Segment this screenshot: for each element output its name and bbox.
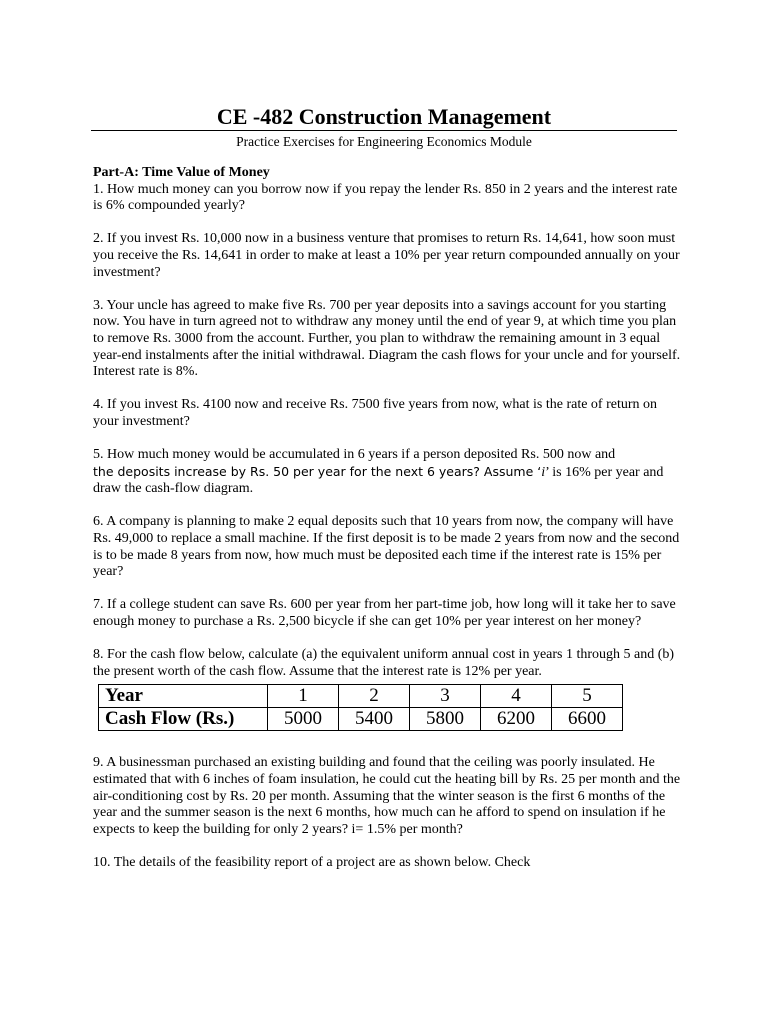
question-5 <box>93 447 683 498</box>
cash-flow-table <box>98 684 623 731</box>
question-3: 3. Your uncle has agreed to make five Rs. 700 per year deposits into a savings account for you starting now. You have in turn agreed not to withdraw any money until the end of year 9, at which time you plan to remove Rs. 3000 from the account. Further, you plan to withdraw the remaining amount in 3 equal year-end instalments after the initial withdrawal. Diagram the cash flows for your uncle and for yourself. Interest rate is 8%. <box>93 297 681 380</box>
table-row-year <box>99 685 623 708</box>
table-cell: 3 <box>410 685 481 708</box>
question-5-line-2 <box>93 464 683 482</box>
table-header-cash-flow: Cash Flow (Rs.) <box>99 708 268 731</box>
question-4: 4. If you invest Rs. 4100 now and receive Rs. 7500 five years from now, what is the rate of return on your investment? <box>93 397 658 429</box>
spacer <box>93 731 683 755</box>
table-cell: 5800 <box>410 708 481 731</box>
question-7: 7. If a college student can save Rs. 600 per year from her part-time job, how long will it take her to save enough money to purchase a Rs. 2,500 bicycle if she can get 10% per year interest on her money? <box>93 597 676 630</box>
question-5-line-3: draw the cash-flow diagram. <box>93 481 254 497</box>
table-cell: 4 <box>481 685 552 708</box>
table-cell: 5 <box>552 685 623 708</box>
document-title: CE -482 Construction Management <box>216 104 552 129</box>
table-cell: 2 <box>339 685 410 708</box>
question-9: 9. A businessman purchased an existing building and found that the ceiling was poorly insulated. He estimated that with 6 inches of foam insulation, he could cut the heating bill by Rs. 25 per month and the air-conditioning cost by Rs. 20 per month. Assuming that the winter season is the first 6 months of the year and the summer season is the next 6 months, how much can he afford to spend on insulation if he expects to keep the building for only 2 years? i= 1.5% per month? <box>93 755 681 837</box>
question-5-line-2-end: ’ is 16% per year and <box>545 464 664 480</box>
question-8: 8. For the cash flow below, calculate (a) the equivalent uniform annual cost in years 1 through 5 and (b) the present worth of the cash flow. Assume that the interest rate is 12% per year. <box>93 647 675 679</box>
question-1: 1. How much money can you borrow now if you repay the lender Rs. 850 in 2 years and the interest rate is 6% compounded yearly? <box>93 181 678 214</box>
document-subtitle: Practice Exercises for Engineering Economics Module <box>236 134 532 149</box>
table-header-year: Year <box>99 685 268 708</box>
question-5-variable-i: i <box>541 464 546 480</box>
title-underline <box>91 130 677 131</box>
table-cell: 1 <box>268 685 339 708</box>
question-6: 6. A company is planning to make 2 equal deposits such that 10 years from now, the company will have Rs. 49,000 to replace a small machine. If the first deposit is to be made 2 years from now and the second is to be made 8 years from now, how much must be deposited each time if the interest rate is 15% per year? <box>93 514 680 580</box>
table-cell: 5400 <box>339 708 410 731</box>
document-body <box>93 165 683 888</box>
question-5-line-1: 5. How much money would be accumulated in 6 years if a person deposited Rs. 500 now and <box>93 447 616 463</box>
table-row-cash-flow <box>99 708 623 731</box>
section-heading: Part-A: Time Value of Money <box>93 165 270 180</box>
question-2: 2. If you invest Rs. 10,000 now in a business venture that promises to return Rs. 14,641, how soon must you receive the Rs. 14,641 in order to make at least a 10% per year return compounded annually on your investment? <box>93 231 680 280</box>
table-cell: 5000 <box>268 708 339 731</box>
table-cell: 6600 <box>552 708 623 731</box>
question-10: 10. The details of the feasibility report of a project are as shown below. Check <box>93 854 531 870</box>
question-5-line-2-text: the deposits increase by Rs. 50 per year for the next 6 years? Assume ‘ <box>93 463 542 479</box>
table-cell: 6200 <box>481 708 552 731</box>
